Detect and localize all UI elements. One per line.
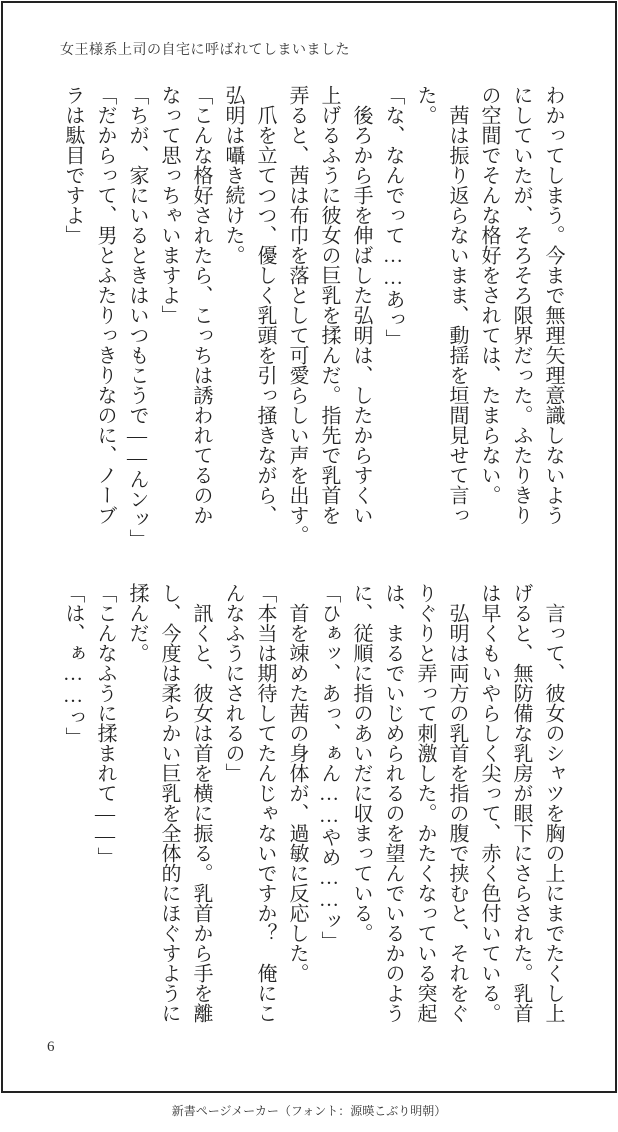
text-column: 言って、彼女のシャツを胸の上にまでたくし上: [542, 583, 564, 1023]
text-column: の空間でそんな格好をされては、たまらない。: [478, 85, 500, 505]
book-page: [1, 1, 617, 1093]
text-column: は早くもいやらしく尖って、赤く色付いている。: [478, 583, 500, 1023]
text-column: 「だからって、男とふたりっきりなのに、ノーブ: [94, 85, 116, 525]
text-column: げると、無防備な乳房が眼下にさらされた。乳首: [510, 583, 532, 1023]
text-column: に、従順に指のあいだに収まっている。: [350, 583, 372, 943]
text-column: なって思っちゃいますよ」: [158, 85, 180, 325]
text-column: し、今度は柔らかい巨乳を全体的にほぐすように: [158, 583, 180, 1023]
text-column: は、まるでいじめられるのを望んでいるかのよう: [382, 583, 404, 1023]
text-column: んなふうにされるの」: [222, 583, 244, 783]
text-column: 上げるふうに彼女の巨乳を揉んだ。指先で乳首を: [318, 85, 340, 525]
text-column: 弘明は囁き続けた。: [222, 85, 244, 265]
text-column: 後ろから手を伸ばした弘明は、したからすくい: [350, 85, 372, 525]
text-column: 首を竦めた茜の身体が、過敏に反応した。: [286, 583, 308, 983]
text-column: 「ひぁッ、あっ、ぁん……やめ……ッ」: [318, 583, 340, 951]
footer-credit: 新書ページメーカー（フォント：源暎こぶり明朝）: [171, 1104, 447, 1118]
text-column: ラは駄目ですよ」: [62, 85, 84, 245]
text-column: 「な、なんでって……あっ」: [382, 85, 404, 349]
text-column: 茜は振り返らないまま、動揺を垣間見せて言っ: [446, 85, 468, 525]
text-column: 弘明は両方の乳首を指の腹で挟むと、それをぐ: [446, 583, 468, 1023]
text-column: た。: [414, 85, 436, 125]
text-column: にしていたが、そろそろ限界だった。ふたりきり: [510, 85, 532, 525]
text-column: 「は、ぁ……っ」: [62, 583, 84, 747]
text-column: りぐりと弄って刺激した。かたくなっている突起: [414, 583, 436, 1023]
text-column: 「こんなふうに揉まれて――」: [94, 583, 116, 867]
text-column: 訊くと、彼女は首を横に振る。乳首から手を離: [190, 583, 212, 1023]
text-column: わかってしまう。今まで無理矢理意識しないよう: [542, 85, 564, 525]
text-column: 「こんな格好されたら、こっちは誘われてるのか: [190, 85, 212, 525]
page-number: 6: [47, 1039, 55, 1055]
text-column: 「本当は期待してたんじゃないですか？ 俺にこ: [254, 583, 276, 1023]
text-column: 爪を立てつつ、優しく乳頭を引っ掻きながら、: [254, 85, 276, 525]
running-title: 女王様系上司の自宅に呼ばれてしまいました: [60, 43, 350, 58]
text-column: 弄ると、茜は布巾を落として可愛らしい声を出す。: [286, 85, 308, 545]
text-column: 揉んだ。: [126, 583, 148, 663]
text-column: 「ちが、家にいるときはいつもこうで――んンッ」: [126, 85, 148, 549]
